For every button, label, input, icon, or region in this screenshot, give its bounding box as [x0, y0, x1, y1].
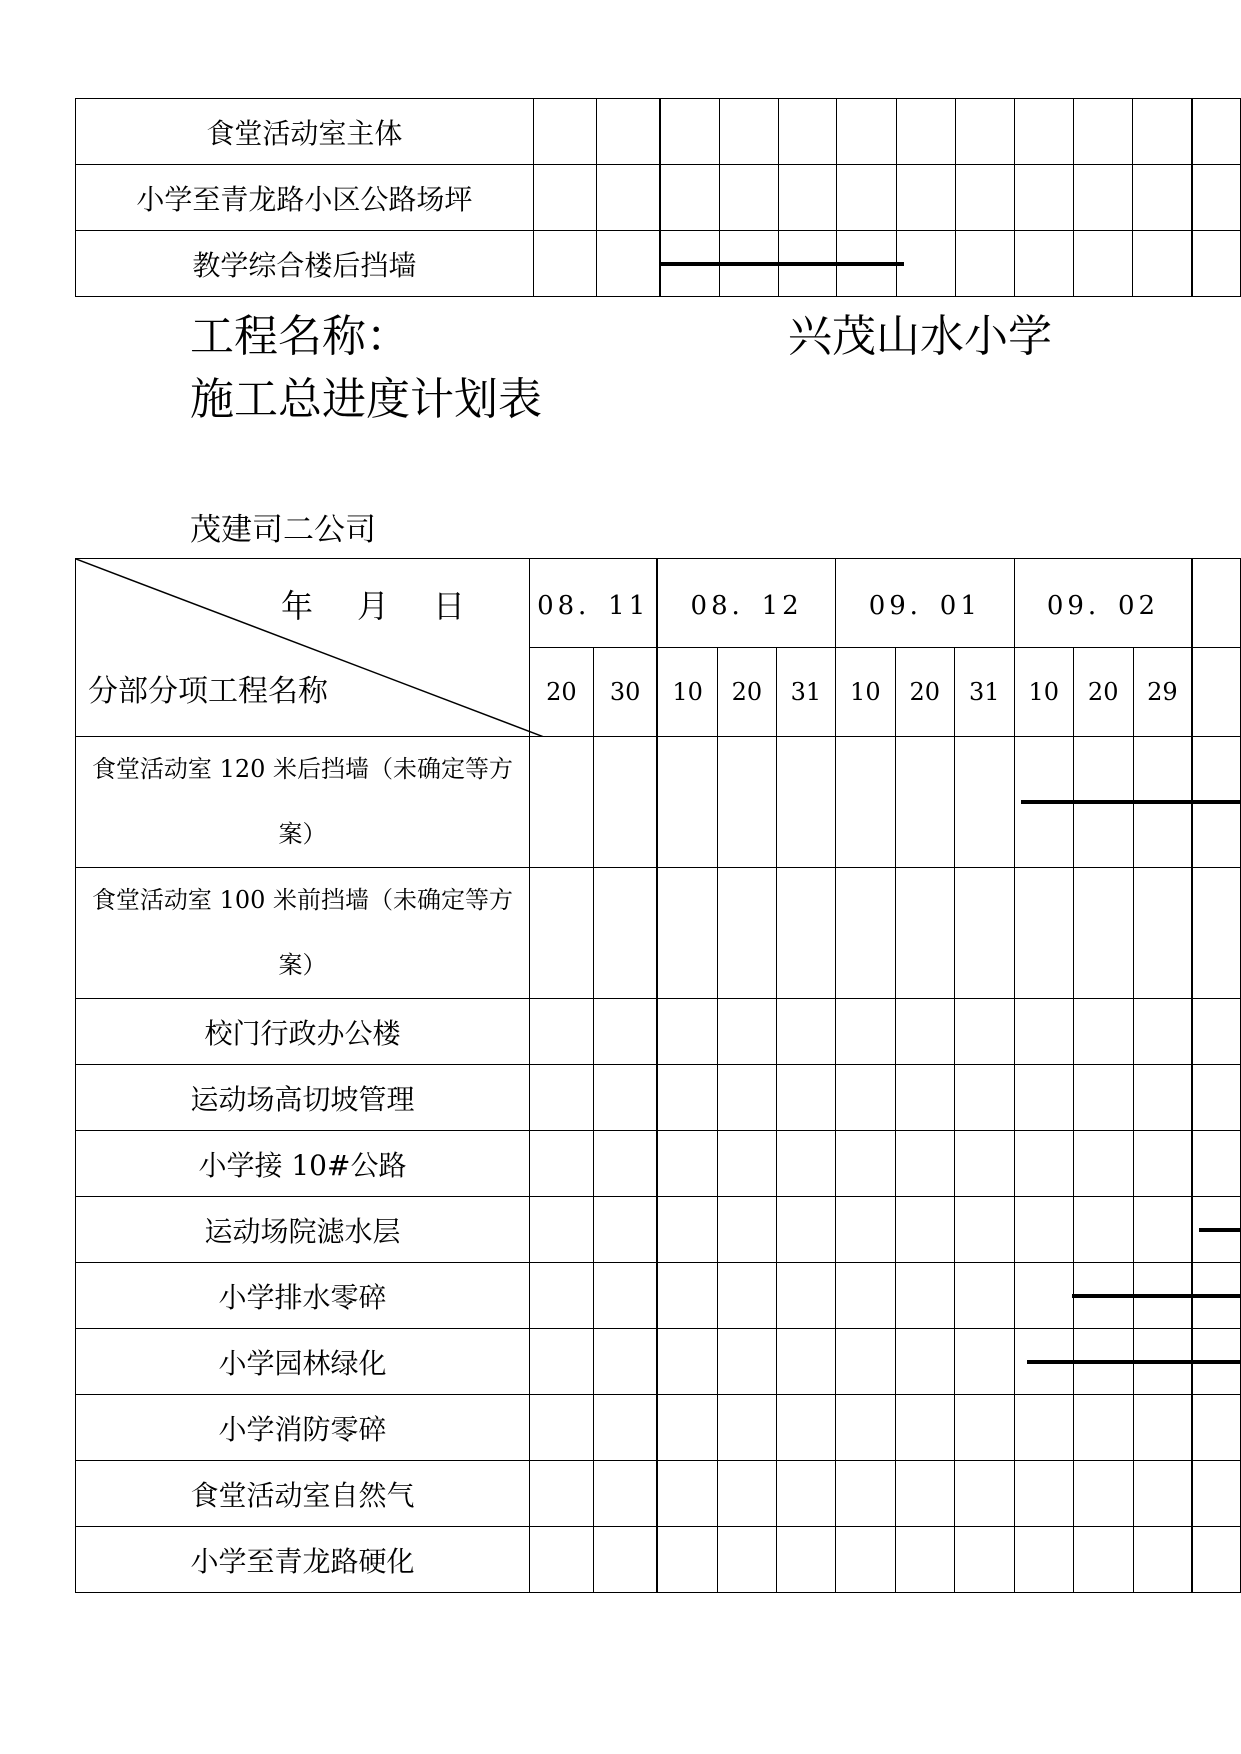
table-row: [76, 1527, 1241, 1593]
date-axis-label: 年 月 日: [280, 587, 471, 625]
schedule-bar: [1021, 800, 1075, 804]
day-header: 20: [895, 648, 954, 737]
task-axis-label: 分部分项工程名称: [88, 674, 328, 709]
month-header: 09．02: [1014, 559, 1192, 648]
schedule-bar: [1074, 800, 1135, 804]
task-name: 小学至青龙路硬化: [76, 1527, 530, 1593]
schedule-bar: [1193, 1360, 1241, 1364]
task-name: 食堂活动室 100 米前挡墙（未确定等方案）: [76, 868, 530, 999]
table-row: [76, 1395, 1241, 1461]
task-name: 食堂活动室主体: [76, 99, 534, 165]
previous-page-schedule-table: [75, 98, 1241, 297]
diagonal-header-cell: [76, 559, 530, 737]
table-row: [76, 737, 1241, 868]
task-name: 运动场高切坡管理: [76, 1065, 530, 1131]
table-row: [76, 1197, 1241, 1263]
project-name: 兴茂山水小学: [788, 311, 1052, 362]
table-row: [76, 1461, 1241, 1527]
day-header: 31: [776, 648, 835, 737]
table-row: [76, 1065, 1241, 1131]
table-row: [76, 231, 1241, 297]
schedule-title: 施工总进度计划表: [190, 374, 542, 425]
schedule-bar: [1074, 1360, 1135, 1364]
table-row: [76, 1131, 1241, 1197]
month-header: 08．12: [657, 559, 835, 648]
day-header: 20: [1073, 648, 1133, 737]
company-name: 茂建司二公司: [190, 512, 376, 548]
task-name: 教学综合楼后挡墙: [76, 231, 534, 297]
day-header: 20: [529, 648, 593, 737]
day-header: 10: [1014, 648, 1073, 737]
task-name: 小学消防零碎: [76, 1395, 530, 1461]
project-label: 工程名称：: [190, 311, 410, 362]
schedule-bar: [1199, 1228, 1241, 1232]
task-name: 食堂活动室自然气: [76, 1461, 530, 1527]
task-name: 小学接 10#公路: [76, 1131, 530, 1197]
day-header: 31: [954, 648, 1014, 737]
day-header: 30: [593, 648, 657, 737]
day-header: 10: [835, 648, 895, 737]
table-row: [76, 1263, 1241, 1329]
task-name: 校门行政办公楼: [76, 999, 530, 1065]
day-header: 10: [657, 648, 717, 737]
table-row: [76, 999, 1241, 1065]
schedule-bar: [1072, 1294, 1135, 1298]
task-name: 小学园林绿化: [76, 1329, 530, 1395]
schedule-bar: [1193, 1294, 1241, 1298]
header-row-months: [76, 559, 1241, 648]
table-row: [76, 868, 1241, 999]
schedule-bar: [1134, 800, 1194, 804]
month-header: 08．11: [529, 559, 657, 648]
table-row: [76, 165, 1241, 231]
task-name: 食堂活动室 120 米后挡墙（未确定等方案）: [76, 737, 530, 868]
day-header: 20: [717, 648, 776, 737]
task-name: 运动场院滤水层: [76, 1197, 530, 1263]
table-row: [76, 1329, 1241, 1395]
schedule-bar: [1193, 800, 1241, 804]
task-name: 小学排水零碎: [76, 1263, 530, 1329]
table-row: [76, 99, 1241, 165]
month-header: 09．01: [835, 559, 1014, 648]
schedule-bar: [1134, 1360, 1194, 1364]
day-header: 29: [1133, 648, 1192, 737]
schedule-bar: [1134, 1294, 1194, 1298]
task-name: 小学至青龙路小区公路场坪: [76, 165, 534, 231]
schedule-table: [75, 558, 1241, 1593]
schedule-bar: [1027, 1360, 1075, 1364]
